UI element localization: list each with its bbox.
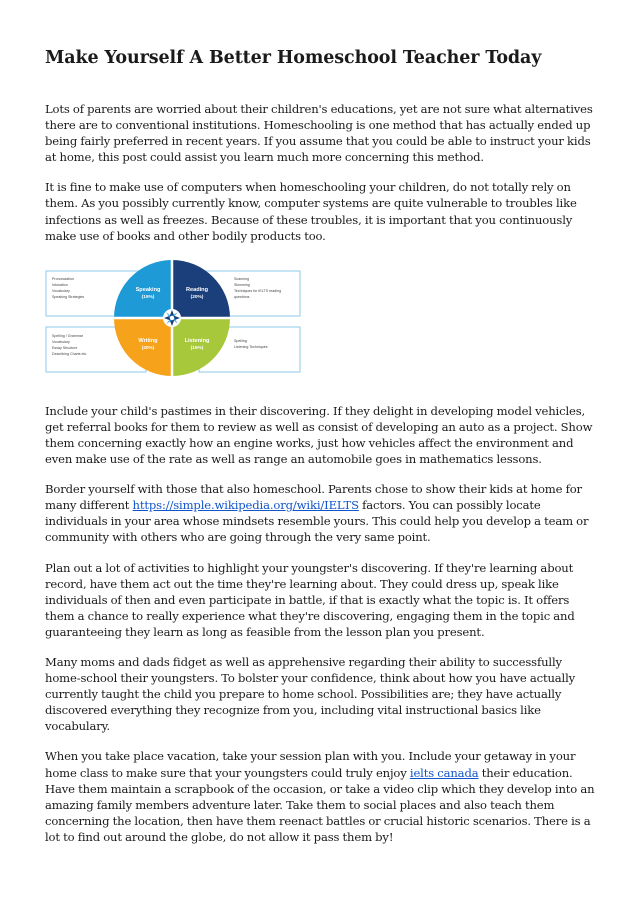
paragraph-7 — [45, 748, 597, 845]
box-tl-line-4: Speaking Strategies — [52, 294, 85, 299]
box-tl-line-2: Intonation — [52, 282, 68, 287]
paragraph-7-text-end: their education. Have them maintain a scrapbook of the occasion, or take a video clip which they develop into an amazing family members adventure later. Take them to social places and also teach them concerning the location, then have them reenact battles or crucial historic scenarios. There is a lot to find out around the globe, do not allow it pass them by! — [45, 765, 595, 844]
label-reading: Reading — [185, 286, 209, 293]
box-bl-line-1: Spelling / Grammar — [52, 333, 83, 338]
box-bl-line-4: Describing Charts etc. — [52, 351, 88, 356]
box-tr-line-2: Skimming — [234, 282, 250, 287]
label-writing-pct: (40%) — [141, 345, 155, 351]
paragraph-7-text-start: When you take place vacation, take your session plan with you. Include your getaway in your home class to make sure that your youngsters could truly enjoy — [45, 749, 576, 780]
box-bl-line-3: Essay Structure — [52, 345, 78, 350]
label-reading-pct: (20%) — [190, 294, 204, 300]
paragraph-5: Plan out a lot of activities to highlight your youngster's discovering. If they're learning about record, have them act out the time they're learning about. They could dress up, speak like individuals of then and even participate in battle, if that is exactly what the topic is. It offers them a chance to really experience what they're discovering, engaging them in the topic and guaranteeing they learn as long as feasible from the lesson plan you present. — [45, 560, 575, 639]
box-br-line-1: Spelling — [234, 338, 247, 343]
skills-infographic-svg — [45, 258, 303, 383]
center-star-icon — [163, 309, 181, 327]
paragraph-6: Many moms and dads fidget as well as apprehensive regarding their ability to successfully home-school their youngsters. To bolster your confidence, think about how you have actually currently taught the child you prepare to home school. Possibilities are; they have actually discovered everything they recognize from you, including vital instructional basics like vocabulary. — [45, 654, 576, 734]
label-writing: Writing — [138, 337, 158, 344]
paragraph-2: It is fine to make use of computers when homeschooling your children, do not totally rely on them. As you possibly currently know, computer systems are quite vulnerable to troubles like infections as well as freezes. Because of these troubles, it is important that you continuously make use of books and other bodily products too. — [45, 180, 577, 243]
box-tr-line-1: Scanning — [234, 276, 249, 281]
skills-infographic — [45, 258, 303, 383]
paragraph-4-text-end: factors. You can possibly locate individuals in your area whose mindsets resemble yours. This could help you develop a team or community with others who are going through the very same point. — [45, 498, 589, 545]
ielts-canada-link[interactable]: ielts canada — [409, 765, 479, 780]
box-br-line-2: Listening Techniques — [234, 344, 268, 349]
paragraph-4 — [45, 481, 597, 545]
label-listening: Listening — [184, 337, 210, 344]
paragraph-3: Include your child's pastimes in their discovering. If they delight in developing model vehicles, get referral books for them to review as well as consist of developing an auto as a project. Show them concerning exactly how an engine works, just how vehicles affect the environment and even make use of the rate as well as range an automobile goes in mathematics lessons. — [45, 403, 593, 467]
ielts-wikipedia-link[interactable]: https://simple.wikipedia.org/wiki/IELTS — [132, 498, 359, 513]
box-tr-line-4: questions — [234, 294, 250, 299]
box-tl-line-3: Vocabulary — [52, 288, 70, 293]
paragraph-4-text-start: Border yourself with those that also homeschool. Parents chose to show their kids at home for many different — [45, 482, 582, 513]
label-speaking-pct: (15%) — [141, 294, 155, 300]
box-tr-line-3: Techniques for IELTS reading — [234, 288, 282, 293]
label-listening-pct: (15%) — [190, 345, 204, 351]
page-title: Make Yourself A Better Homeschool Teacher Today — [45, 48, 542, 68]
box-tl-line-1: Pronunciation — [52, 276, 74, 281]
box-bl-line-2: Vocabulary — [52, 339, 70, 344]
label-speaking: Speaking — [135, 286, 161, 293]
paragraph-1: Lots of parents are worried about their children's educations, yet are not sure what alternatives there are to conventional institutions. Homeschooling is one method that has actually ended up being fairly preferred in recent years. If you assume that you could be able to instruct your kids at home, this post could assist you learn much more concerning this method. — [45, 102, 593, 165]
document-page — [45, 46, 597, 859]
